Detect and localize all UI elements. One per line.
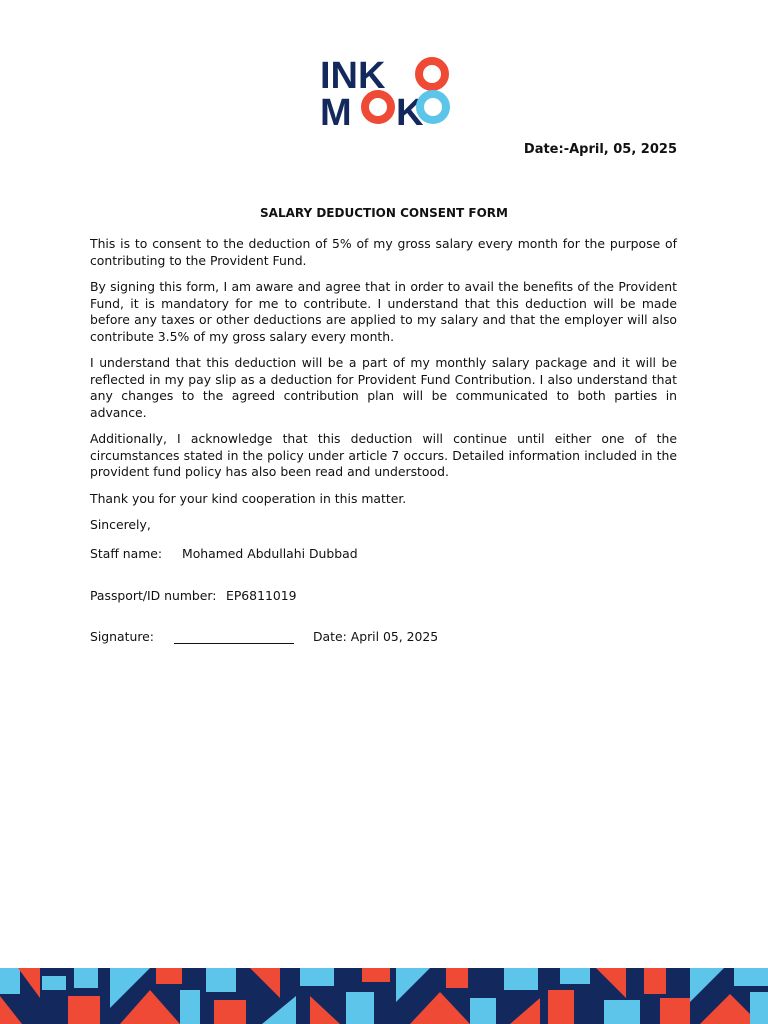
document-date: Date:-April, 05, 2025: [523, 142, 677, 157]
signature-date: Date: April 05, 2025: [313, 629, 439, 644]
document-title: SALARY DEDUCTION CONSENT FORM: [260, 206, 508, 220]
logo-text-k: K: [396, 92, 424, 127]
logo-o-orange-bottom: [365, 94, 391, 120]
logo-text-ink: INK: [320, 55, 386, 97]
logo-text-m: M: [320, 92, 352, 127]
paragraph-acknowledgement: Additionally, I acknowledge that this deduction will continue until either one of the circumstances stated in the policy under article 7 occurs. Detailed information included in the provident fund policy has also been read and understood.: [90, 431, 677, 479]
inkomoko-logo: [320, 55, 450, 127]
paragraph-payslip: I understand that this deduction will be a part of my monthly salary package and it will be reflected in my pay slip as a deduction for Provident Fund Contribution. I also understand that any changes to the agreed contribution plan will be communicated to both parties in advance.: [90, 355, 677, 420]
logo-o-orange-top: [419, 61, 445, 87]
id-number-value: EP6811019: [226, 588, 297, 603]
id-number-label: Passport/ID number:: [90, 588, 217, 603]
paragraph-consent: This is to consent to the deduction of 5% of my gross salary every month for the purpose of contributing to the Provident Fund.: [90, 236, 677, 268]
logo-o-sky: [420, 94, 446, 120]
signature-label: Signature:: [90, 629, 154, 644]
document-body: [90, 236, 677, 544]
signature-line: [174, 643, 294, 644]
staff-name-value: Mohamed Abdullahi Dubbad: [182, 546, 358, 561]
decorative-footer-pattern: [0, 968, 768, 1024]
paragraph-agreement: By signing this form, I am aware and agree that in order to avail the benefits of the Provident Fund, it is mandatory for me to contribute. I understand that this deduction will be made before any taxes or other deductions are applied to my salary and that the employer will also contribute 3.5% of my gross salary every month.: [90, 279, 677, 344]
staff-name-label: Staff name:: [90, 546, 163, 561]
paragraph-sincerely: Sincerely,: [90, 517, 151, 532]
paragraph-thanks: Thank you for your kind cooperation in this matter.: [90, 490, 407, 506]
